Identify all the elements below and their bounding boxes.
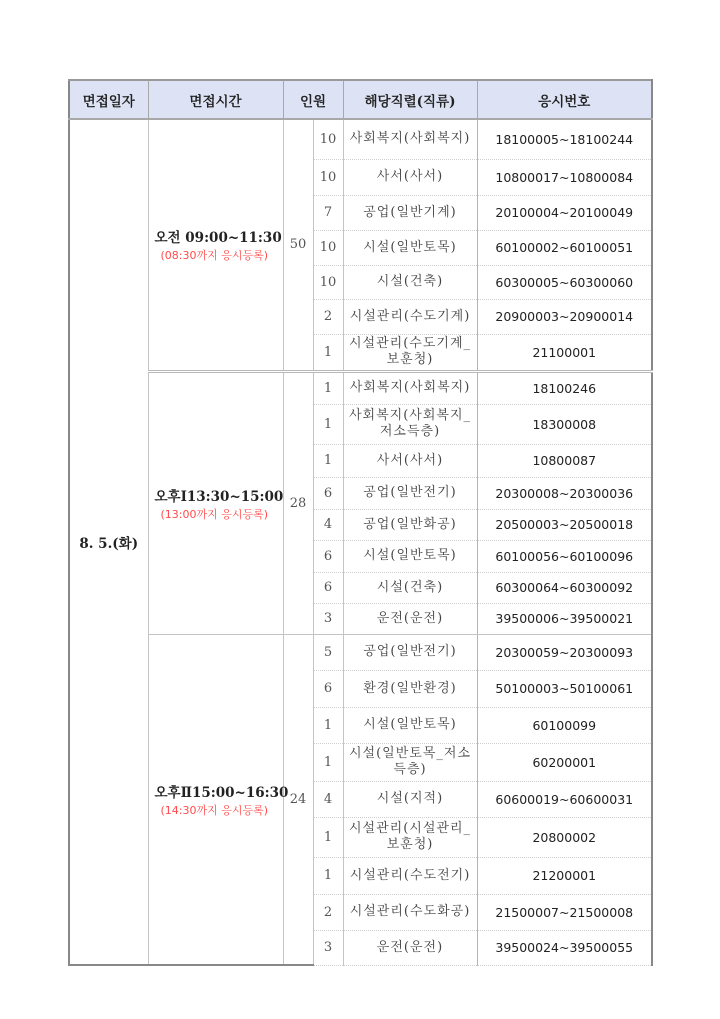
row-count: 1 (313, 404, 343, 444)
row-count: 3 (313, 603, 343, 634)
row-number: 60300064~60300092 (477, 572, 652, 603)
row-number: 60300005~60300060 (477, 265, 652, 299)
interview-schedule-table (68, 79, 653, 966)
row-number: 39500024~39500055 (477, 930, 652, 965)
row-job: 시설관리(수도전기) (343, 857, 477, 894)
time-slot-afternoon-2 (148, 634, 289, 965)
row-number: 60600019~60600031 (477, 781, 652, 817)
row-count: 3 (313, 930, 343, 965)
row-count: 10 (313, 265, 343, 299)
row-count: 2 (313, 299, 343, 334)
table-row (69, 119, 652, 159)
row-count: 4 (313, 509, 343, 540)
row-job: 시설(건축) (343, 572, 477, 603)
row-job: 시설(일반토목_저소득층) (343, 743, 477, 781)
row-count: 2 (313, 894, 343, 930)
row-job: 시설(지적) (343, 781, 477, 817)
row-count: 1 (313, 334, 343, 371)
row-job: 사회복지(사회복지_저소득층) (343, 404, 477, 444)
row-job: 시설(일반토목) (343, 230, 477, 265)
row-job: 시설(일반토목) (343, 540, 477, 572)
row-job: 공업(일반전기) (343, 634, 477, 670)
group-total-count: 50 (283, 119, 313, 371)
time-slot-label: 오후Ⅱ15:00~16:30 (154, 784, 289, 801)
group-total-count: 24 (283, 634, 313, 965)
row-number: 10800017~10800084 (477, 159, 652, 195)
group-total-count: 28 (283, 371, 313, 634)
row-number: 20900003~20900014 (477, 299, 652, 334)
row-number: 20800002 (477, 817, 652, 857)
row-count: 6 (313, 572, 343, 603)
time-slot-morning (148, 119, 283, 371)
registration-deadline: (08:30까지 응시등록) (160, 249, 269, 263)
row-number: 60200001 (477, 743, 652, 781)
header-time: 면접시간 (148, 80, 283, 119)
header-count: 인원 (283, 80, 343, 119)
registration-deadline: (13:00까지 응시등록) (160, 507, 269, 521)
row-job: 시설(일반토목) (343, 707, 477, 743)
row-count: 10 (313, 119, 343, 159)
row-count: 5 (313, 634, 343, 670)
row-job: 사서(사서) (343, 444, 477, 477)
row-number: 39500006~39500021 (477, 603, 652, 634)
row-number: 18100005~18100244 (477, 119, 652, 159)
row-count: 10 (313, 159, 343, 195)
row-number: 20300008~20300036 (477, 477, 652, 509)
row-job: 운전(운전) (343, 603, 477, 634)
row-count: 1 (313, 371, 343, 404)
row-job: 사회복지(사회복지) (343, 119, 477, 159)
row-job: 공업(일반화공) (343, 509, 477, 540)
row-count: 6 (313, 540, 343, 572)
row-number: 10800087 (477, 444, 652, 477)
row-job: 시설관리(시설관리_보훈청) (343, 817, 477, 857)
table-header-row (69, 80, 652, 119)
row-count: 10 (313, 230, 343, 265)
row-job: 공업(일반기계) (343, 195, 477, 230)
row-job: 공업(일반전기) (343, 477, 477, 509)
header-date: 면접일자 (69, 80, 148, 119)
row-number: 18300008 (477, 404, 652, 444)
row-job: 운전(운전) (343, 930, 477, 965)
row-job: 시설관리(수도화공) (343, 894, 477, 930)
header-number: 응시번호 (477, 80, 652, 119)
row-job: 시설관리(수도기계) (343, 299, 477, 334)
row-count: 1 (313, 817, 343, 857)
row-count: 6 (313, 670, 343, 707)
header-job: 해당직렬(직류) (343, 80, 477, 119)
row-number: 20100004~20100049 (477, 195, 652, 230)
interview-date: 8. 5.(화) (69, 119, 148, 965)
registration-deadline: (14:30까지 응시등록) (160, 803, 269, 817)
row-number: 21100001 (477, 334, 652, 371)
row-number: 20500003~20500018 (477, 509, 652, 540)
row-number: 60100056~60100096 (477, 540, 652, 572)
row-count: 7 (313, 195, 343, 230)
row-number: 18100246 (477, 371, 652, 404)
row-count: 4 (313, 781, 343, 817)
time-slot-afternoon-1 (148, 371, 283, 634)
table-row (69, 634, 652, 670)
row-job: 시설(건축) (343, 265, 477, 299)
row-number: 20300059~20300093 (477, 634, 652, 670)
row-count: 1 (313, 743, 343, 781)
row-number: 21200001 (477, 857, 652, 894)
row-count: 1 (313, 857, 343, 894)
time-slot-label: 오전 09:00~11:30 (154, 230, 282, 247)
row-count: 1 (313, 444, 343, 477)
row-count: 6 (313, 477, 343, 509)
row-count: 1 (313, 707, 343, 743)
row-number: 60100099 (477, 707, 652, 743)
table-row (69, 371, 652, 404)
row-number: 50100003~50100061 (477, 670, 652, 707)
row-job: 사서(사서) (343, 159, 477, 195)
row-number: 21500007~21500008 (477, 894, 652, 930)
row-job: 사회복지(사회복지) (343, 371, 477, 404)
row-job: 환경(일반환경) (343, 670, 477, 707)
row-job: 시설관리(수도기계_보훈청) (343, 334, 477, 371)
row-number: 60100002~60100051 (477, 230, 652, 265)
time-slot-label: 오후Ⅰ13:30~15:00 (154, 488, 284, 505)
